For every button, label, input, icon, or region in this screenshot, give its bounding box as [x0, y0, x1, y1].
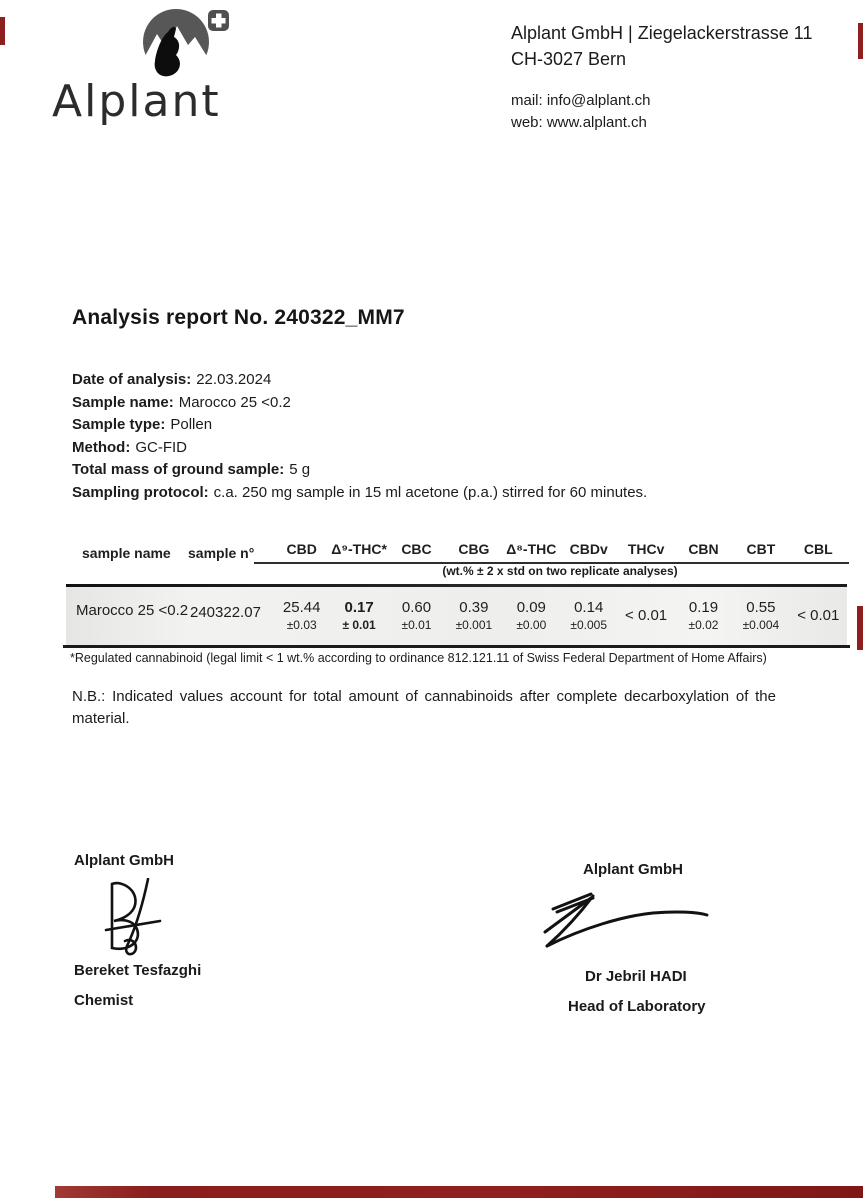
- company-address-line2: CH-3027 Bern: [511, 49, 627, 69]
- logo: [52, 8, 272, 127]
- signature-role: Chemist: [74, 992, 134, 1009]
- unit-row: [66, 564, 847, 581]
- detail-value: Marocco 25 <0.2: [178, 393, 291, 411]
- header-underline: [254, 562, 849, 564]
- brand-wordmark: Alplant: [52, 76, 221, 127]
- cannabinoid-value-cells: [273, 587, 847, 645]
- column-header: THCv: [627, 541, 665, 557]
- mountain-wolf-swiss-cross-icon: [124, 8, 242, 80]
- scan-artifact-left-edge: [0, 17, 5, 45]
- signature-block-chemist: [72, 852, 312, 1022]
- column-header: Δ⁹-THC*: [331, 541, 387, 557]
- scan-artifact-right-edge-mid: [857, 606, 863, 650]
- table-row: [66, 587, 847, 645]
- detail-value: 5 g: [289, 461, 311, 479]
- detail-label: Total mass of ground sample:: [72, 461, 285, 479]
- detail-label: Sample name:: [72, 393, 174, 411]
- detail-value: GC-FID: [135, 438, 187, 456]
- company-mail: mail: info@alplant.ch: [511, 92, 651, 109]
- table-cell: < 0.01: [625, 607, 668, 624]
- column-header: CBDv: [569, 541, 608, 557]
- nb-note: N.B.: Indicated values account for total amount of cannabinoids after complete decarboxylation of the material.: [72, 688, 776, 727]
- scan-artifact-bottom-strip: [55, 1186, 863, 1198]
- column-header: CBT: [746, 541, 776, 557]
- detail-label: Date of analysis:: [72, 371, 192, 388]
- detail-label: Sampling protocol:: [72, 483, 209, 501]
- detail-date: [72, 369, 732, 392]
- head-of-laboratory-signature-icon: [539, 888, 719, 956]
- column-header: CBN: [688, 541, 719, 557]
- table-cell: < 0.01: [797, 607, 840, 624]
- column-header: CBG: [458, 541, 490, 557]
- company-address-block: [511, 20, 856, 134]
- table-cell: 0.55 ±0.004: [742, 599, 780, 632]
- chemist-signature-icon: [86, 878, 176, 956]
- detail-value: c.a. 250 mg sample in 15 ml acetone (p.a.) stirred for 60 minutes.: [213, 483, 648, 501]
- cell-sample-number: 240322.07: [190, 604, 261, 621]
- signature-name: Bereket Tesfazghi: [74, 962, 202, 979]
- signature-company: Alplant GmbH: [583, 861, 683, 878]
- column-header: CBD: [286, 541, 317, 557]
- scan-artifact-right-edge-top: [858, 23, 863, 59]
- sample-details: [72, 369, 732, 505]
- table-header-row: [66, 540, 847, 564]
- cannabinoid-header-row: [273, 540, 847, 564]
- column-header: CBC: [401, 541, 432, 557]
- column-header: CBL: [803, 541, 833, 557]
- header-sample-name: sample name: [82, 545, 171, 561]
- header-sample-number: sample n°: [188, 545, 255, 561]
- table-cell: 0.09 ±0.00: [516, 599, 547, 632]
- regulated-cannabinoid-footnote: *Regulated cannabinoid (legal limit < 1 wt.% according to ordinance 812.121.11 of Swiss Federal Department of Home Affairs): [70, 651, 767, 665]
- table-cell: 0.39 ±0.001: [455, 599, 493, 632]
- table-cell: 0.14 ±0.005: [570, 599, 607, 632]
- detail-total-mass: [72, 459, 732, 482]
- table-cell: 0.19 ±0.02: [688, 599, 719, 632]
- results-table: [66, 540, 847, 648]
- detail-label: Sample type:: [72, 416, 166, 434]
- signature-block-head-of-laboratory: [523, 858, 763, 1028]
- unit-note: (wt.% ± 2 x std on two replicate analyses): [442, 564, 678, 578]
- detail-method: [72, 437, 732, 460]
- column-header: Δ⁸-THC: [506, 541, 557, 557]
- cell-sample-name: Marocco 25 <0.2: [76, 602, 189, 619]
- signature-company: Alplant GmbH: [74, 852, 174, 869]
- detail-value: 22.03.2024: [196, 371, 272, 388]
- company-address-line1: Alplant GmbH | Ziegelackerstrasse 11: [511, 23, 813, 43]
- report-title: Analysis report No. 240322_MM7: [72, 306, 405, 329]
- signature-role: Head of Laboratory: [568, 998, 706, 1015]
- table-cell: 25.44 ±0.03: [282, 599, 321, 632]
- detail-value: Pollen: [170, 416, 213, 434]
- signature-name: Dr Jebril HADI: [585, 968, 687, 985]
- detail-label: Method:: [72, 438, 131, 456]
- detail-sample-name: [72, 392, 732, 415]
- table-cell: 0.60 ±0.01: [401, 599, 432, 632]
- table-bottom-rule: [63, 645, 850, 648]
- table-cell: 0.17 ± 0.01: [342, 599, 376, 632]
- detail-sampling-protocol: [72, 482, 732, 505]
- detail-sample-type: [72, 414, 732, 437]
- company-web: web: www.alplant.ch: [511, 114, 647, 131]
